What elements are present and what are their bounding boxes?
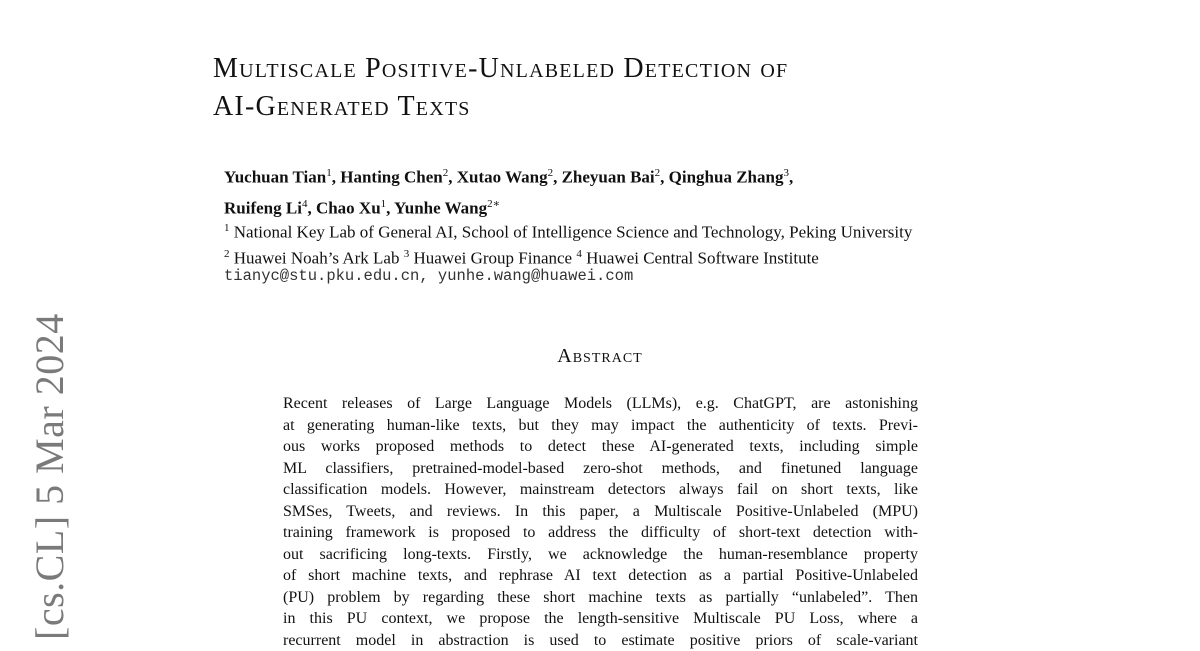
author-line-2: Ruifeng Li$^4$, Chao Xu$^1$, Yunhe Wang$^{2∗}$ (224, 191, 1024, 222)
author-name: Zheyuan Bai (562, 168, 655, 187)
title-line-2: AI-Generated Texts (213, 88, 1113, 126)
abstract-heading: Abstract (0, 345, 1200, 368)
author-affil-mark: 2∗ (487, 198, 500, 210)
affil-mark: 2 (224, 248, 230, 260)
abstract-line: in this PU context, we propose the length-sensitive Multiscale PU Loss, where a (283, 608, 918, 630)
abstract-line: classification models. However, mainstream detectors always fail on short texts, like (283, 479, 918, 501)
affil-mark: 4 (576, 248, 582, 260)
author-affil-mark: 2 (655, 167, 661, 179)
affiliation-text: Huawei Central Software Institute (586, 249, 819, 268)
abstract-line: out sacrificing long-texts. Firstly, we acknowledge the human-resemblance property (283, 544, 918, 566)
abstract-line: ous works proposed methods to detect these AI-generated texts, including simple (283, 436, 918, 458)
abstract-line: of short machine texts, and rephrase AI text detection as a partial Positive-Unlabeled (283, 565, 918, 587)
abstract-line: recurrent model in abstraction is used to estimate positive priors of scale-variant (283, 630, 918, 651)
paper-title (213, 50, 1113, 126)
affil-mark: 3 (404, 248, 410, 260)
affiliation-text: Huawei Noah’s Ark Lab (234, 249, 400, 268)
author-name: Qinghua Zhang (669, 168, 784, 187)
arxiv-sidebar-stamp: [cs.CL] 5 Mar 2024 (26, 313, 73, 640)
author-affil-mark: 2 (548, 167, 554, 179)
affiliation-line-2 (224, 243, 1124, 270)
author-name: Ruifeng Li (224, 198, 302, 217)
affiliation-text: National Key Lab of General AI, School of Intelligence Science and Technology, Peking University (234, 223, 913, 242)
author-name: Yunhe Wang (394, 198, 487, 217)
abstract-line: ML classifiers, pretrained-model-based zero-shot methods, and finetuned language (283, 458, 918, 480)
author-affil-mark: 1 (381, 198, 387, 210)
abstract-line: at generating human-like texts, but they may impact the authenticity of texts. Previ- (283, 415, 918, 437)
author-name: Chao Xu (316, 198, 381, 217)
author-line-1: Yuchuan Tian$^1$, Hanting Chen$^2$, Xutao Wang$^2$, Zheyuan Bai$^2$, Qinghua Zhang$^3$, (224, 160, 1024, 191)
contact-email[interactable]: tianyc@stu.pku.edu.cn, yunhe.wang@huawei.com (224, 267, 633, 285)
abstract-line: SMSes, Tweets, and reviews. In this paper, a Multiscale Positive-Unlabeled (MPU) (283, 501, 918, 523)
affiliation-text: Huawei Group Finance (413, 249, 572, 268)
affiliation-line-1 (224, 217, 1124, 244)
author-list (224, 160, 1024, 221)
author-name: Hanting Chen (340, 168, 443, 187)
author-affil-mark: 2 (443, 167, 449, 179)
title-line-1: Multiscale Positive-Unlabeled Detection of (213, 50, 1113, 88)
abstract-line: (PU) problem by regarding these short machine texts as partially “unlabeled”. Then (283, 587, 918, 609)
author-name: Yuchuan Tian (224, 168, 326, 187)
abstract-line: Recent releases of Large Language Models (LLMs), e.g. ChatGPT, are astonishing (283, 393, 918, 415)
abstract-line: training framework is proposed to address the difficulty of short-text detection with- (283, 522, 918, 544)
author-name: Xutao Wang (457, 168, 548, 187)
author-affil-mark: 4 (302, 198, 308, 210)
author-affil-mark: 3 (783, 167, 789, 179)
author-affil-mark: 1 (326, 167, 332, 179)
affil-mark: 1 (224, 222, 230, 234)
abstract-body (283, 393, 918, 651)
